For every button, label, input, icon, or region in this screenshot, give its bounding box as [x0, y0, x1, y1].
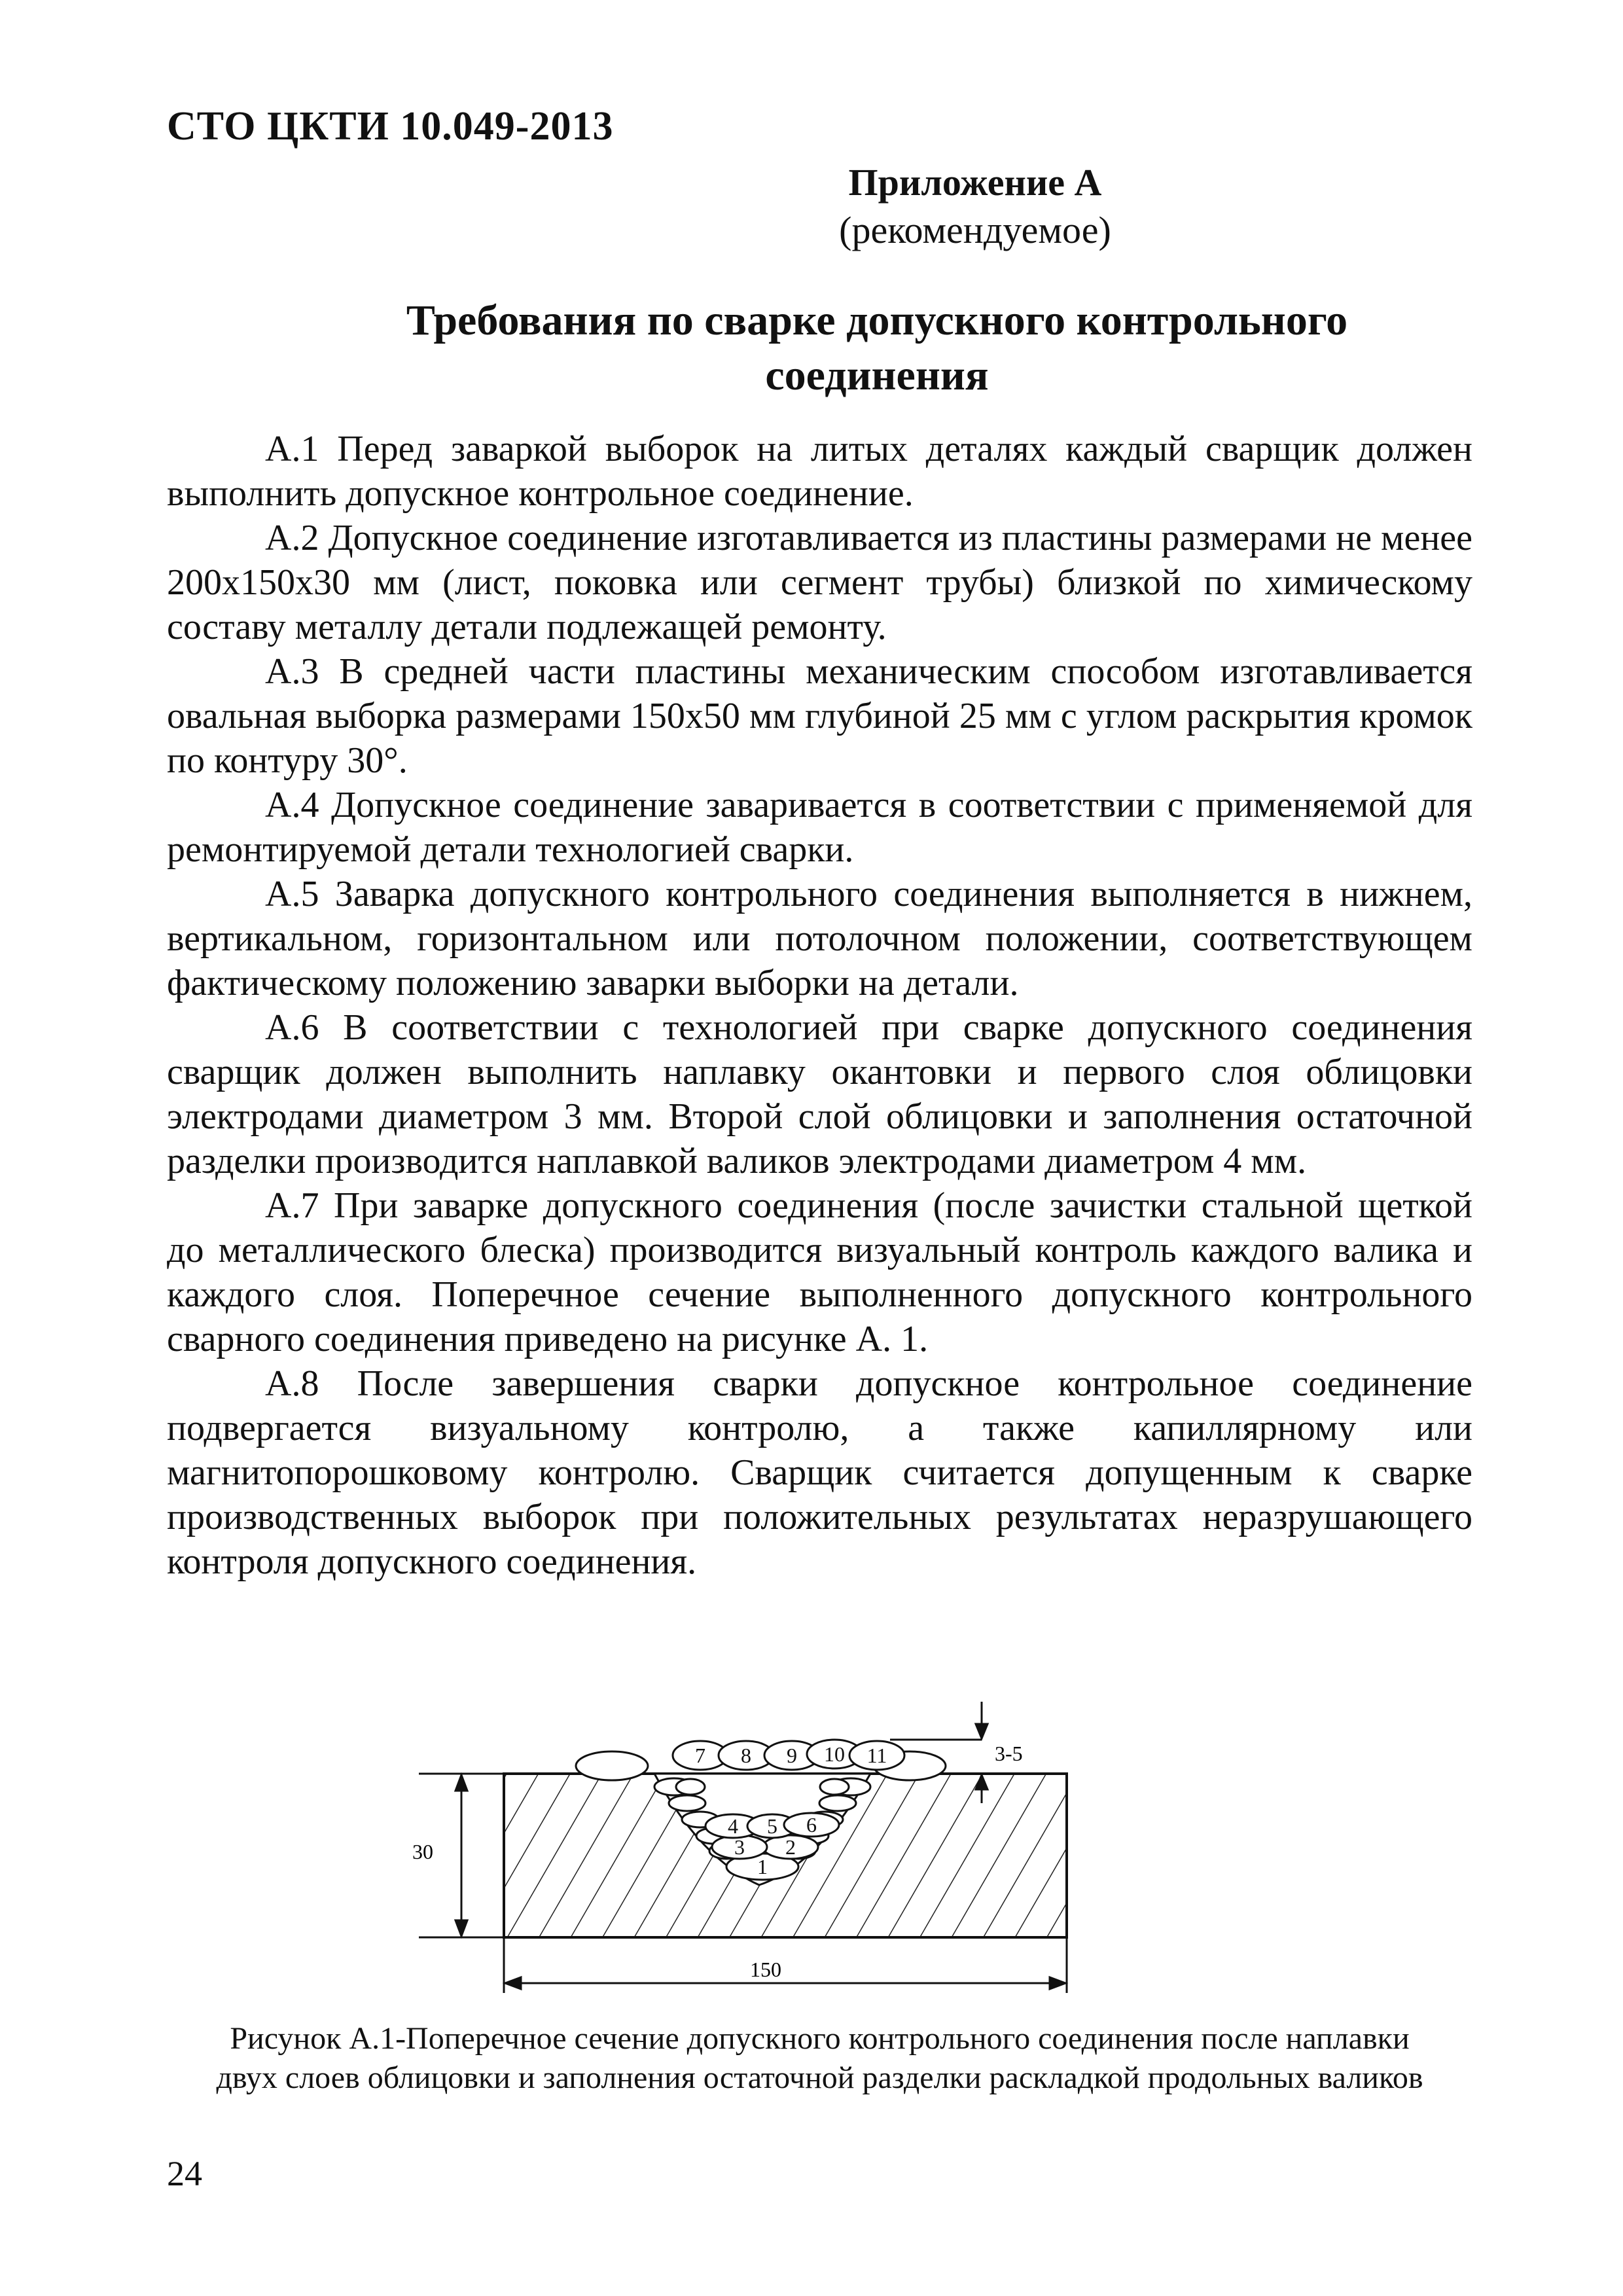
bead-label-8: 8: [741, 1744, 751, 1767]
bead-label-3: 3: [734, 1835, 745, 1859]
bead-label-10: 10: [824, 1742, 845, 1766]
paragraph-a1: А.1 Перед заваркой выборок на литых деталях каждый сварщик должен выполнить допускное контрольное соединение.: [167, 429, 1472, 514]
bead-edge-left: [576, 1751, 648, 1780]
paragraph-a7: А.7 При заварке допускного соединения (после зачистки стальной щеткой до металлического блеска) производится визуальный контроль каждого валика и каждого слоя. Поперечное сечение выполненного допускного контрольного сварного соединения приведено на рисунке А. 1.: [167, 1185, 1472, 1359]
bead-label-4: 4: [728, 1814, 738, 1838]
weld-cross-section-figure: [393, 1695, 1113, 2003]
caption-line2: двух слоев облицовки и заполнения остаточной разделки раскладкой продольных валиков: [216, 2060, 1423, 2095]
document-code: СТО ЦКТИ 10.049-2013: [167, 104, 614, 149]
reinforcement-label: 3-5: [995, 1742, 1023, 1765]
width-label: 150: [750, 1958, 781, 1981]
section-title-line2: соединения: [765, 351, 989, 399]
section-title-line1: Требования по сварке допускного контрольного: [406, 296, 1348, 344]
width-dimension: [504, 1937, 1067, 1993]
paragraph-a3: А.3 В средней части пластины механическим способом изготавливается овальная выборка размерами 150х50 мм глубиной 25 мм с углом раскрытия кромок по контуру 30°.: [167, 651, 1472, 781]
appendix-title: Приложение А: [848, 161, 1102, 204]
bead-label-5: 5: [767, 1814, 777, 1838]
bead-label-1: 1: [757, 1855, 768, 1878]
paragraph-a2: А.2 Допускное соединение изготавливается из пластины размерами не менее 200х150х30 мм (лист, поковка или сегмент трубы) близкой по химическому составу металлу детали подлежащей ремонту.: [167, 518, 1472, 647]
paragraph-a6: А.6 В соответствии с технологией при сварке допускного соединения сварщик должен выполнить наплавку окантовки и первого слоя облицовки электродами диаметром 3 мм. Второй слой облицовки и заполнения остаточной разделки производится наплавкой валиков электродами диаметром 4 мм.: [167, 1007, 1472, 1181]
bead-label-11: 11: [866, 1744, 887, 1767]
appendix-subtitle: (рекомендуемое): [839, 209, 1111, 251]
caption-line1: Рисунок А.1-Поперечное сечение допускного контрольного соединения после наплавки: [230, 2021, 1410, 2056]
bead-label-7: 7: [695, 1744, 705, 1767]
paragraph-a8: А.8 После завершения сварки допускное контрольное соединение подвергается визуальному контролю, а также капиллярному или магнитопорошковому контролю. Сварщик считается допущенным к сварке производственных выборок при положительных результатах неразрушающего контроля допускного соединения.: [167, 1363, 1472, 1582]
figure-caption: [167, 2019, 1472, 2098]
page-number: 24: [167, 2154, 202, 2193]
paragraph-a4: А.4 Допускное соединение заваривается в соответствии с применяемой для ремонтируемой детали технологией сварки.: [167, 785, 1472, 870]
bead-label-9: 9: [787, 1744, 797, 1767]
section-title: [366, 293, 1387, 403]
bead-label-6: 6: [806, 1813, 817, 1837]
paragraph-a5: А.5 Заварка допускного контрольного соединения выполняется в нижнем, вертикальном, горизонтальном или потолочном положении, соответствующем фактическому положению заварки выборки на детали.: [167, 874, 1472, 1003]
thickness-label: 30: [412, 1840, 433, 1863]
body-text: [167, 427, 1472, 1584]
bead-label-2: 2: [785, 1835, 796, 1859]
